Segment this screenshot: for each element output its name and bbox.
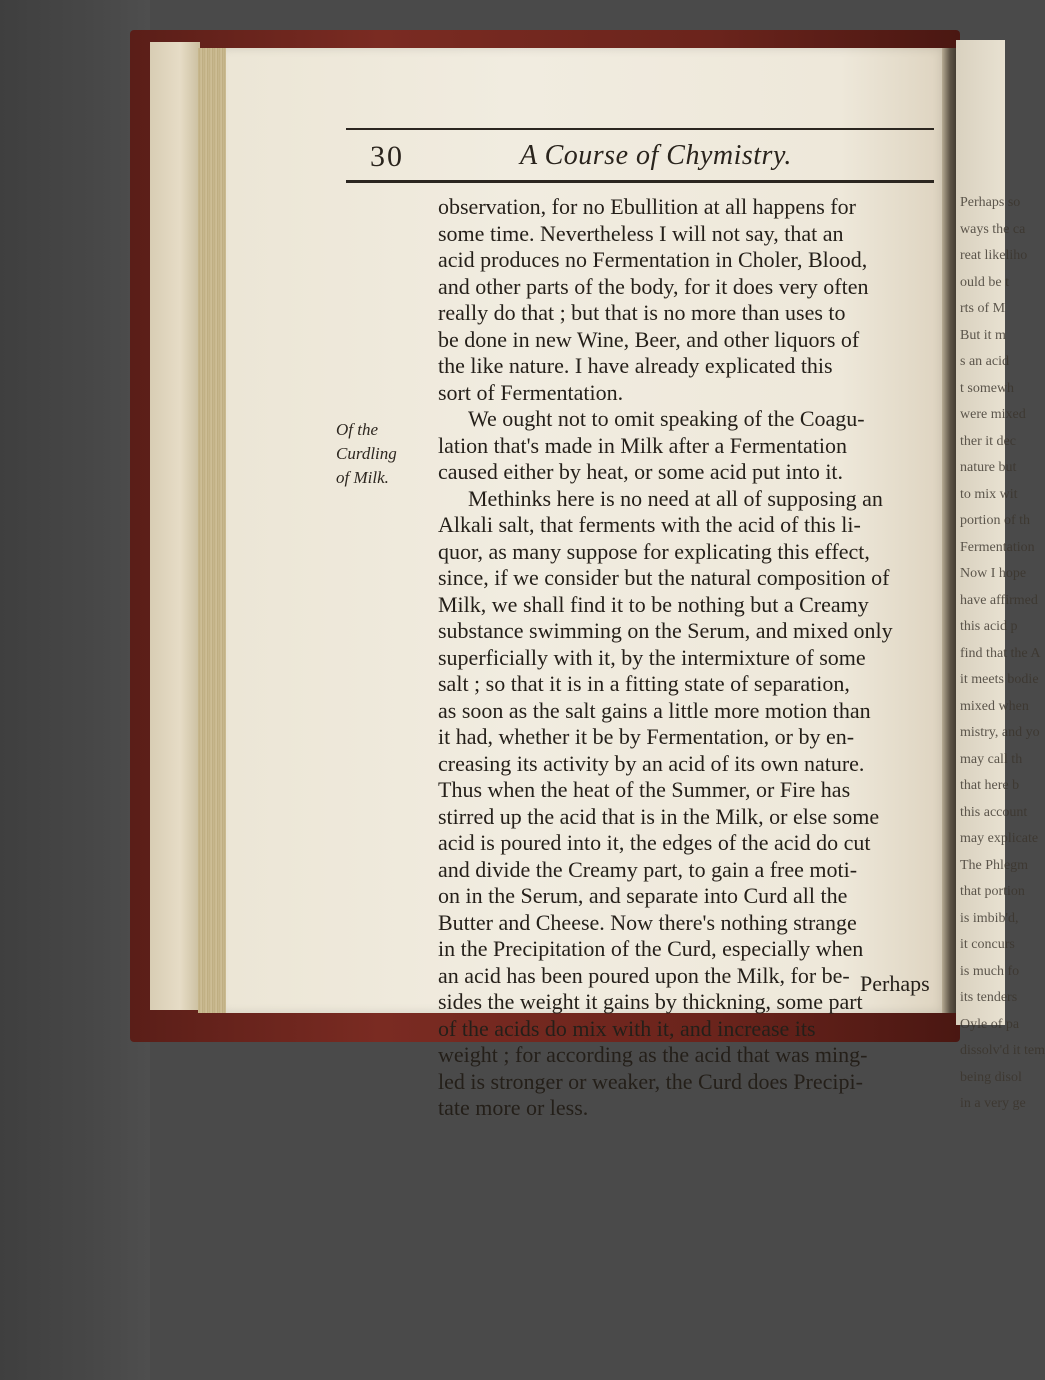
text-line: salt ; so that it is in a fitting state of separation,: [438, 671, 850, 696]
catchword: Perhaps: [860, 971, 930, 996]
facing-page-text: [960, 190, 1045, 1118]
facing-page-line: mistry, and yo: [960, 725, 1040, 740]
text-line: of the acids do mix with it, and increase its: [438, 1015, 816, 1041]
facing-page-line: in a very ge: [960, 1096, 1026, 1111]
text-line: an acid has been poured upon the Milk, for be-: [438, 962, 850, 988]
facing-page-line: reat likeliho: [960, 248, 1028, 263]
header-rule-top: [346, 128, 934, 130]
text-line: sides the weight it gains by thickning, some part: [438, 989, 863, 1014]
facing-page-line: ther it dec: [960, 433, 1016, 449]
marginal-note-line: of Milk.: [336, 468, 389, 487]
text-line: sort of Fermentation.: [438, 379, 624, 405]
text-line: observation, for no Ebullition at all happens for: [438, 194, 856, 219]
facing-page-line: find that the A: [960, 645, 1041, 661]
facing-page-line: it meets bodie: [960, 672, 1039, 687]
background: [0, 0, 150, 1380]
facing-page-line: Now I hope: [960, 566, 1027, 581]
facing-page-line: nature but: [960, 460, 1017, 475]
text-line: weight ; for according as the acid that was ming-: [438, 1042, 868, 1067]
facing-page-line: that here b: [960, 778, 1020, 793]
text-line: stirred up the acid that is in the Milk, or else some: [438, 803, 880, 829]
text-line: lation that's made in Milk after a Fermentation: [438, 432, 848, 458]
text-line: as soon as the salt gains a little more motion than: [438, 697, 871, 723]
facing-page-line: is imbib'd,: [960, 910, 1019, 926]
facing-page-line: its tenders: [960, 990, 1018, 1005]
text-line: be done in new Wine, Beer, and other liquors of: [438, 326, 860, 352]
text-line: the like nature. I have already explicated this: [438, 353, 833, 378]
facing-page-line: this acid p: [960, 619, 1018, 634]
text-line: and divide the Creamy part, to gain a free moti-: [438, 856, 858, 882]
text-line: on in the Serum, and separate into Curd all the: [438, 883, 848, 908]
marginal-note-line: Of the: [336, 420, 379, 439]
facing-page-line: ould be t: [960, 274, 1009, 290]
text-line: quor, as many suppose for explicating this effect,: [438, 538, 870, 564]
text-line: since, if we consider but the natural composition of: [438, 565, 890, 590]
facing-page-line: is much fo: [960, 963, 1020, 979]
facing-page: [956, 40, 1045, 1111]
facing-page-line: may explicate: [960, 831, 1039, 846]
text-line: Thus when the heat of the Summer, or Fire has: [438, 777, 851, 802]
header-rule-bottom: [346, 180, 934, 183]
facing-page-line: mixed when: [960, 698, 1029, 714]
page-number: 30: [370, 140, 404, 173]
facing-page-line: being disol: [960, 1069, 1022, 1085]
text-line: Milk, we shall find it to be nothing but a Creamy: [438, 591, 869, 617]
facing-page-line: have affirmed: [960, 592, 1038, 608]
facing-page-line: portion of th: [960, 513, 1030, 528]
text-line: Alkali salt, that ferments with the acid of this li-: [438, 512, 861, 537]
text-line: really do that ; but that is no more than uses to: [438, 300, 846, 325]
facing-page-line: rts of M: [960, 301, 1006, 316]
text-line: tate more or less.: [438, 1095, 589, 1120]
text-line: creasing its activity by an acid of its own nature.: [438, 750, 865, 776]
facing-page-line: But it m: [960, 327, 1006, 343]
page-edges: [198, 48, 226, 1013]
facing-page-line: s an acid: [960, 354, 1009, 369]
text-line: some time. Nevertheless I will not say, that an: [438, 220, 844, 246]
facing-page-line: t somewh: [960, 380, 1015, 396]
facing-page-line: The Phlegm: [960, 857, 1029, 873]
text-line: Butter and Cheese. Now there's nothing strange: [438, 909, 857, 935]
endpaper: [150, 42, 200, 1010]
facing-page-line: Perhaps so: [960, 195, 1021, 210]
text-line: superficially with it, by the intermixture of some: [438, 644, 866, 670]
facing-page-line: to mix wit: [960, 486, 1018, 502]
text-line: Methinks here is no need at all of supposing an: [468, 485, 883, 511]
facing-page-line: ways the ca: [960, 221, 1026, 237]
text-line: and other parts of the body, for it does very often: [438, 273, 869, 299]
text-line: substance swimming on the Serum, and mixed only: [438, 618, 893, 643]
marginal-note: [336, 418, 426, 490]
facing-page-line: Fermentation: [960, 539, 1035, 555]
marginal-note-line: Curdling: [336, 444, 397, 463]
facing-page-line: Oyle of pa: [960, 1016, 1020, 1032]
text-line: acid is poured into it, the edges of the acid do cut: [438, 830, 871, 855]
text-line: We ought not to omit speaking of the Coagu-: [468, 406, 865, 431]
text-line: it had, whether it be by Fermentation, or by en-: [438, 724, 855, 749]
text-line: caused either by heat, or some acid put into it.: [438, 459, 844, 484]
facing-page-line: may call th: [960, 751, 1023, 767]
text-line: in the Precipitation of the Curd, especially when: [438, 936, 864, 961]
facing-page-line: dissolv'd it tem: [960, 1043, 1045, 1058]
facing-page-line: this account: [960, 804, 1028, 820]
running-head: A Course of Chymistry.: [520, 140, 792, 171]
facing-page-line: were mixed: [960, 407, 1026, 422]
text-line: acid produces no Fermentation in Choler, Blood,: [438, 247, 868, 272]
facing-page-line: that portion: [960, 884, 1025, 899]
facing-page-line: it concurs: [960, 937, 1015, 952]
text-line: led is stronger or weaker, the Curd does Precipi-: [438, 1068, 863, 1094]
